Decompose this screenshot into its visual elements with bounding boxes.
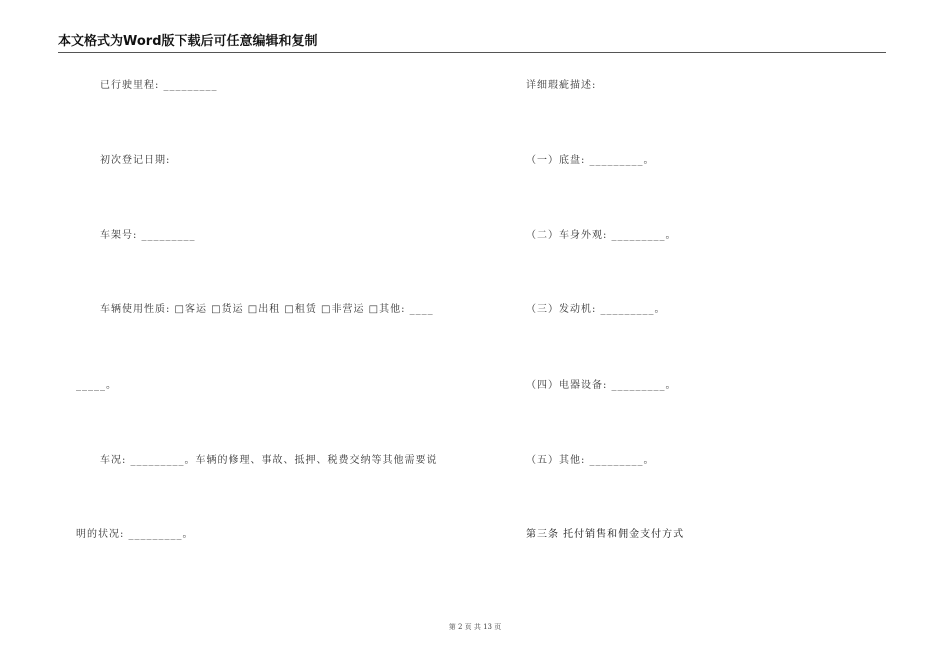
first-registration-date-line: 初次登记日期: <box>100 155 171 166</box>
engine-line: （三）发动机: _________。 <box>526 304 666 315</box>
page-header <box>58 34 886 53</box>
article-three-heading: 第三条 托付销售和佣金支付方式 <box>526 529 685 540</box>
mileage-line: 已行驶里程: _________ <box>100 80 218 91</box>
vin-line: 车架号: _________ <box>100 230 196 241</box>
chassis-line: （一）底盘: _________。 <box>526 155 655 166</box>
page-number: 第 2 页 共 13 页 <box>448 623 502 631</box>
defect-description-heading: 详细瑕疵描述: <box>526 80 597 91</box>
vehicle-usage-line: 车辆使用性质: □客运 □货运 □出租 □租赁 □非营运 □其他: ____ <box>100 304 434 315</box>
electrical-equipment-line: （四）电器设备: _________。 <box>526 380 677 391</box>
body-exterior-line: （二）车身外观: _________。 <box>526 230 677 241</box>
vehicle-condition-continuation: 明的状况: _________。 <box>76 529 194 540</box>
vehicle-usage-continuation: _____。 <box>76 380 117 391</box>
vehicle-condition-line: 车况: _________。车辆的修理、事故、抵押、税费交纳等其他需要说 <box>100 455 438 466</box>
other-line: （五）其他: _________。 <box>526 455 655 466</box>
header-title: 本文格式为Word版下载后可任意编辑和复制 <box>58 34 318 49</box>
